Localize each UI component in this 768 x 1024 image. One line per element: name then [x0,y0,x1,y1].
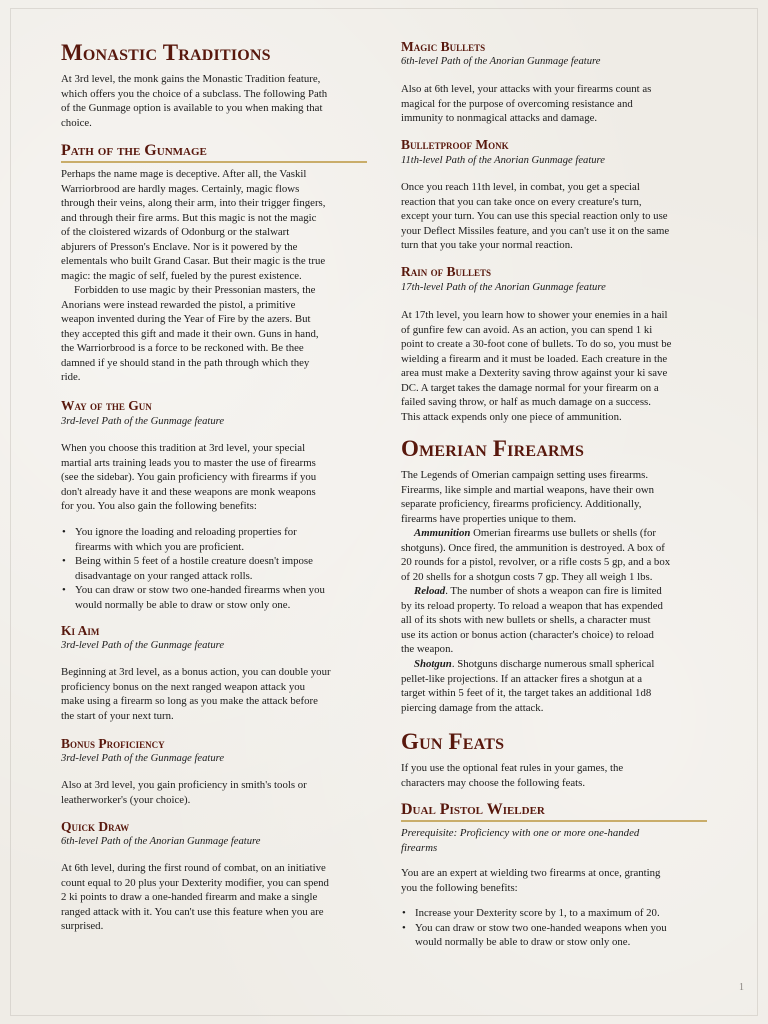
ki-aim-subtitle: 3rd-level Path of the Gunmage feature [61,640,225,651]
text-line: At 3rd level, the monk gains the Monastic Tradition feature, [61,73,321,85]
text-line: Forbidden to use magic by their Pressonian masters, the [74,284,316,296]
text-line: firearms [401,841,438,854]
text-line: of 20 shells for a shotgun costs 7 gp. They all weigh 1 lbs. [401,570,653,583]
text-line: • You can draw or stow two one-handed weapons when you [415,921,667,934]
text-line: The Legends of Omerian campaign setting uses firearms. [401,469,649,481]
bonus-proficiency-body [61,778,307,807]
text-line: the Warriorbrood is a force to be reckoned with. Be thee [61,342,304,354]
omerian-firearms-heading: Omerian Firearms [401,436,585,461]
text-line: You are an expert at wielding two firearms at once, granting [401,867,661,879]
text-line: abjurers of Presson's Enclave. Nor is it powered by the [61,240,298,253]
text-line: characters may choose the following feats. [401,776,586,789]
magic-bullets-body [401,82,651,126]
text-line: turn that you take your normal reaction. [401,239,573,251]
text-line: Perhaps the name mage is deceptive. After all, the Vaskil [61,168,307,180]
text-line: martial arts training leads you to master the use of firearms [61,456,316,469]
monastic-intro-text [61,72,327,130]
magic-bullets-subtitle: 6th-level Path of the Anorian Gunmage feature [401,56,601,67]
text-line: choice. [61,116,92,129]
text-line: by its reload property. To reload a weapon that has expended [401,599,663,612]
way-of-the-gun-benefits-list [61,525,325,612]
text-line: At 17th level, you learn how to shower your enemies in a hail [401,309,668,321]
text-line: Anorians were instead rewarded the pistol, a primitive [61,298,296,311]
text-line: elementals who built Grand Casar. But their magic is the true [61,255,326,267]
text-line: surprised. [61,920,104,932]
dual-pistol-wielder-prerequisite [401,826,639,855]
text-line: would normally be able to draw or stow only one. [415,936,631,948]
text-line: DC. A target takes the damage normal for your firearm on a [401,381,659,394]
text-line: point to create a 30-foot cone of bullets. To do so, you must be [401,338,672,350]
rain-of-bullets-subtitle: 17th-level Path of the Anorian Gunmage feature [401,282,606,293]
ki-aim-body [61,665,331,723]
bonus-proficiency-heading: Bonus Proficiency [61,736,165,751]
text-line: Also at 6th level, your attacks with your firearms count as [401,83,652,95]
text-line: Also at 3rd level, you gain proficiency in smith's tools or [61,779,307,791]
text-line: you the following benefits: [401,881,518,894]
bulletproof-monk-body [401,180,669,253]
gun-feats-intro [401,761,623,790]
text-line: don't already have it and these weapons are monk weapons [61,485,316,498]
text-line: Beginning at 3rd level, as a bonus action, you can double your [61,666,331,678]
text-line: If you use the optional feat rules in your games, the [401,762,624,774]
text-line: which offers you the choice of a subclass. The following Path [61,87,328,100]
shotgun-paragraph: Shotgun. Shotguns discharge numerous small spherical pellet-like projections. If an attacker fires a shotgun at a target within 5 feet of it, the target takes an additional 1d8 piercing damage from the attack. [401,658,655,714]
text-line: Firearms, like simple and martial weapons, have their own [401,483,655,496]
text-line: for you. You also gain the following benefits: [61,500,257,512]
text-line: wielding a firearm and it must be loaded. Each creature in the [401,352,668,365]
bonus-proficiency-subtitle: 3rd-level Path of the Gunmage feature [61,753,225,764]
text-line: This attack expends only one piece of ammunition. [401,410,622,423]
text-line: shotguns). Once fired, the ammunition is destroyed. A box of [401,541,665,554]
text-line: leatherworker's (your choice). [61,793,191,806]
rain-of-bullets-heading: Rain of Bullets [401,264,492,279]
text-line: of the cloistered wizards of Odonburg or the stalwart [61,226,290,238]
text-line: Once you reach 11th level, in combat, you get a special [401,181,640,193]
gunmage-intro-paragraph [61,167,325,283]
way-of-the-gun-subtitle: 3rd-level Path of the Gunmage feature [61,416,225,427]
text-line: area must make a Dexterity saving throw against your ki save [401,367,668,379]
quick-draw-body [61,861,329,934]
text-line: all of its shots with new bullets or shells, a character must [401,614,651,626]
path-of-the-gunmage-heading: Path of the Gunmage [61,142,367,163]
text-line: reaction that you can take once on every creature's turn, [401,195,642,208]
bulletproof-monk-heading: Bulletproof Monk [401,137,509,152]
text-line: immunity to nonmagical attacks and damage. [401,112,598,124]
text-line: damned if ye should stand in the path through which they [61,356,310,369]
text-line: target within 5 feet of it, the target takes an additional 1d8 [401,687,652,699]
text-line: disadvantage on your ranged attack rolls. [75,569,253,582]
text-line: 2 ki points to draw a one-handed firearm and make a single [61,891,318,903]
text-line: firearms have properties unique to them. [401,512,577,525]
dual-pistol-wielder-body [401,866,660,895]
text-line: piercing damage from the attack. [401,701,544,714]
ammunition-paragraph: Ammunition Omerian firearms use bullets or shells (for shotguns). Once fired, the ammunition is destroyed. A box of 20 rounds for a pistol, revolver, or a rifle costs 5 gp, and a box of 20 shells for a shotgun costs 7 gp. They all weigh 1 lbs. [401,527,671,583]
text-line: the start of your next turn. [61,709,174,722]
ammunition-term: Ammunition [414,527,471,539]
text-line: weapon invented during the Year of Fire by the azers. But [61,313,311,325]
omerian-firearms-intro [401,468,654,526]
shotgun-term: Shotgun [414,658,452,670]
monastic-traditions-heading: Monastic Traditions [61,40,271,65]
text-line: make using a firearm so long as you make the attack before [61,695,318,707]
reload-term: Reload [414,585,446,597]
text-line: (see the sidebar). You gain proficiency with firearms if you [61,471,317,483]
text-line: ride. [61,371,81,383]
text-line: magical for the purpose of overcoming resistance and [401,97,633,110]
text-line: When you choose this tradition at 3rd level, your special [61,442,306,454]
text-line: proficiency bonus on the next ranged weapon attack you [61,680,306,693]
text-line: use its action or bonus action (character's choice) to reload [401,628,654,641]
dual-pistol-wielder-benefits-list [401,906,667,950]
text-line: they accepted this gift and made it their own. Guns in hand, [61,327,319,340]
bullet-item [401,906,667,921]
text-line: Warriorbrood are hardly mages. Certainly, magic flows [61,182,300,195]
reload-paragraph: Reload. The number of shots a weapon can fire is limited by its reload property. To reload a weapon that has expended all of its shots with new bullets or shells, a character must use its action or bonus action (character's choice) to reload the weapon. [401,585,663,655]
gunmage-second-paragraph [61,283,319,385]
text-line: would normally be able to draw or stow only one. [75,598,291,611]
gun-feats-heading: Gun Feats [401,729,505,754]
bulletproof-monk-subtitle: 11th-level Path of the Anorian Gunmage feature [401,155,605,166]
text-line: • Increase your Dexterity score by 1, to a maximum of 20. [415,907,660,919]
text-line: firearms with which you are proficient. [75,540,245,553]
text-line: • Being within 5 feet of a hostile creature doesn't impose [75,555,313,567]
rain-of-bullets-body [401,308,671,424]
magic-bullets-heading: Magic Bullets [401,39,486,54]
text-line: of the Gunmage option is available to you when making that [61,102,323,114]
text-line: magic: the magic of self, fueled by the purest existence. [61,269,302,282]
text-line: • You can draw or stow two one-handed firearms when you [75,584,325,596]
text-line: except your turn. You can use this special reaction only to use [401,210,668,222]
text-line: through their veins, along their arm, into their trigger fingers, [61,197,326,209]
text-line: At 6th level, during the first round of combat, on an initiative [61,862,326,874]
text-line: • You ignore the loading and reloading properties for [75,526,297,538]
text-line: Prerequisite: Proficiency with one or more one-handed [401,827,640,839]
text-line: ranged attack with it. You can't use this feature when you are [61,905,324,918]
text-line: count equal to 20 plus your Dexterity modifier, you can spend [61,876,329,889]
text-line: the weapon. [401,643,454,655]
bullet-item [61,583,325,612]
text-line: separate proficiency, firearms proficiency. Additionally, [401,498,642,510]
bullet-item [401,921,667,950]
quick-draw-subtitle: 6th-level Path of the Anorian Gunmage feature [61,836,261,847]
ki-aim-heading: Ki Aim [61,623,100,638]
quick-draw-heading: Quick Draw [61,819,130,834]
text-line: pellet-like projections. If an attacker fires a shotgun at a [401,672,643,685]
bullet-item [61,525,325,554]
way-of-the-gun-body [61,441,316,514]
text-line: failed saving throw, or half as much damage on a success. [401,396,651,408]
text-line: your Deflect Missiles feature, and you can't use it on the same [401,224,670,237]
text-line: and through their fire arms. But this magic is not the magic [61,211,317,224]
page-number: 1 [739,982,744,993]
text-line: 20 rounds for a pistol, revolver, or a rifle costs 5 gp, and a box [401,556,671,568]
text-line: of gunfire few can avoid. As an action, you can spend 1 ki [401,323,653,336]
dual-pistol-wielder-heading: Dual Pistol Wielder [401,801,707,822]
way-of-the-gun-heading: Way of the Gun [61,398,152,413]
bullet-item [61,554,325,583]
